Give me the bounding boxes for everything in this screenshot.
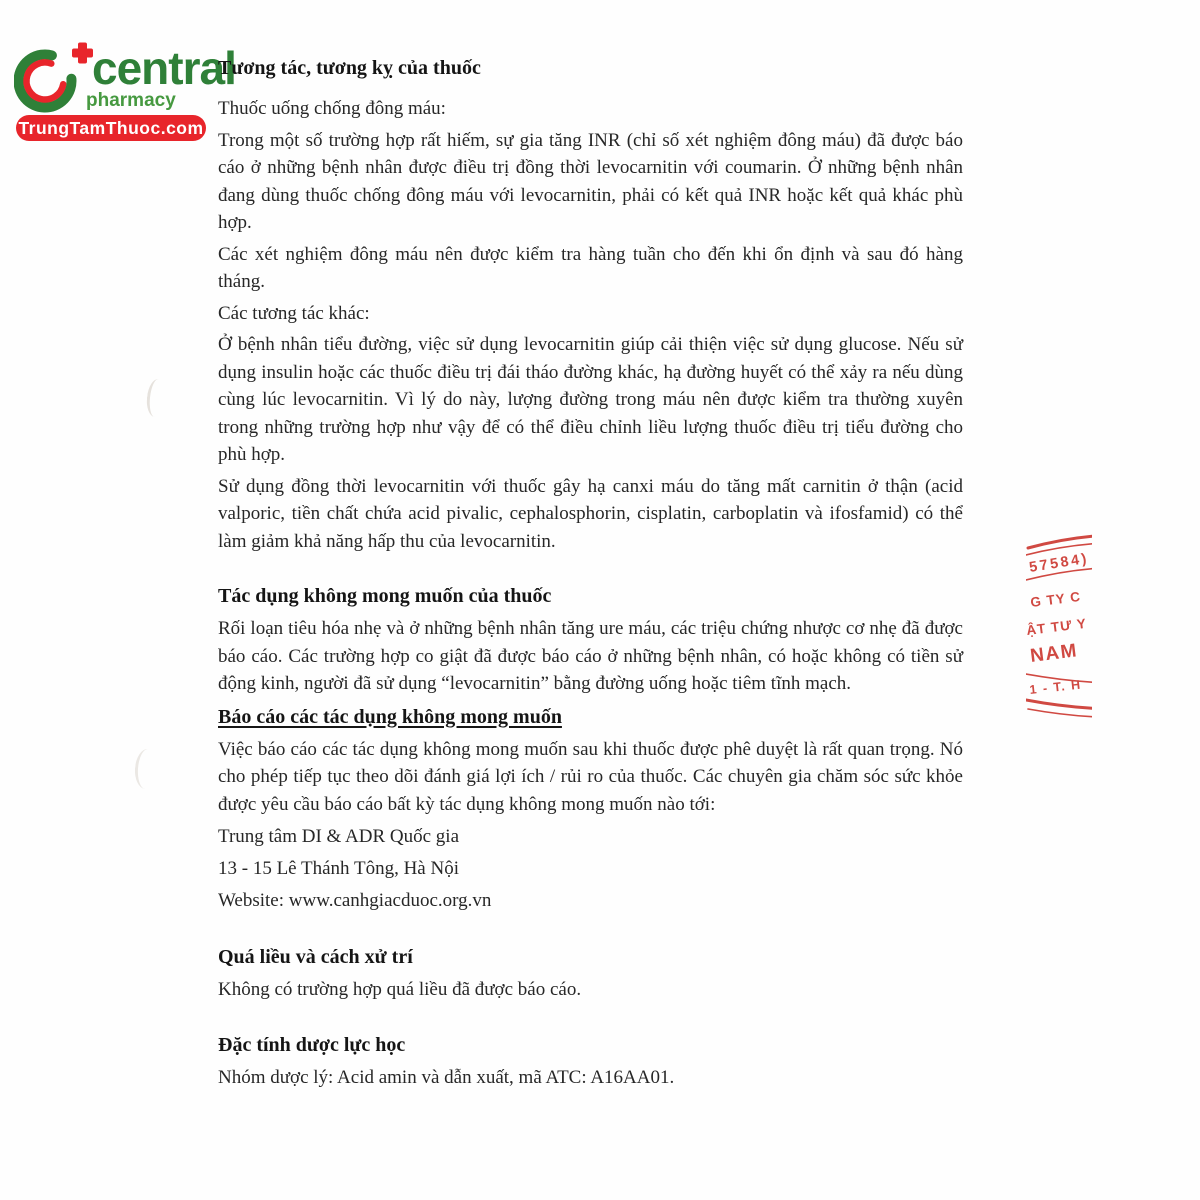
paragraph-coagulation-tests: Các xét nghiệm đông máu nên được kiểm tra hàng tuần cho đến khi ổn định và sau đó hàng tháng. bbox=[218, 243, 963, 292]
paragraph-diabetes: Ở bệnh nhân tiểu đường, việc sử dụng levocarnitin giúp cải thiện việc sử dụng glucose. Nếu sử dụng insulin hoặc các thuốc điều trị đái tháo đường khác, hạ đường huyết có thể xảy ra nếu dùng cùng lúc levocarnitin. Vì lý do này, lượng đường trong máu nên được kiểm tra thường xuyên trong những trường hợp như vậy để có thể điều chỉnh liều lượng thuốc điều trị tiểu đường cho phù hợp. bbox=[218, 334, 963, 465]
leaflet-text-column bbox=[218, 53, 963, 1095]
stamp-company-line2: ẬT TƯ Y bbox=[1026, 615, 1088, 638]
logo-site-pill: TrungTamThuoc.com bbox=[16, 115, 206, 141]
paragraph-other-interactions-label: Các tương tác khác: bbox=[218, 302, 370, 324]
paragraph-overdose: Không có trường hợp quá liều đã được báo cáo. bbox=[218, 979, 582, 1000]
address-website: Website: www.canhgiacduoc.org.vn bbox=[218, 890, 492, 911]
stamp-number-text: 57584) bbox=[1028, 550, 1091, 576]
paragraph-atc-code: Nhóm dược lý: Acid amin và dẫn xuất, mã ATC: A16AA01. bbox=[218, 1066, 675, 1088]
logo-brand-text: central bbox=[92, 42, 236, 94]
heading-pharmacodynamics: Đặc tính dược lực học bbox=[218, 1033, 406, 1056]
logo-brand-subtext: pharmacy bbox=[86, 90, 176, 111]
paragraph-hypocalcemia: Sử dụng đồng thời levocarnitin với thuốc gây hạ canxi máu do tăng mất carnitin ở thận (acid valporic, tiền chất chứa acid pivalic, cephalosphorin, cisplatin, carboplatin và ifosfamid) có thể làm giảm khả năng hấp thu của levocarnitin. bbox=[218, 475, 963, 552]
stamp-outer-arc-bottom bbox=[1026, 700, 1092, 709]
scan-artifact-mark bbox=[134, 748, 160, 790]
paragraph-anticoagulant-label: Thuốc uống chống đông máu: bbox=[218, 98, 446, 119]
paragraph-adverse-effects: Rối loạn tiêu hóa nhẹ và ở những bệnh nhân tăng ure máu, các triệu chứng nhược cơ nhẹ đã được báo cáo. Các trường hợp co giật đã được báo cáo ở những bệnh nhân, có hoặc không có tiền sử động kinh, người đã sử dụng “levocarnitin” bằng đường uống hoặc tiêm tĩnh mạch. bbox=[218, 618, 963, 694]
address-street: 13 - 15 Lê Thánh Tông, Hà Nội bbox=[218, 858, 459, 879]
heading-adverse-effects: Tác dụng không mong muốn của thuốc bbox=[218, 585, 552, 607]
red-company-stamp bbox=[1026, 534, 1092, 726]
heading-interactions: Tương tác, tương kỵ của thuốc bbox=[218, 57, 481, 79]
stamp-outer-arc-bottom-2 bbox=[1028, 709, 1092, 718]
stamp-outer-arc-top bbox=[1028, 535, 1092, 548]
stamp-company-line1: G TY C bbox=[1029, 588, 1082, 610]
stamp-company-line3: NAM bbox=[1029, 640, 1080, 667]
heading-report-adverse-effects: Báo cáo các tác dụng không mong muốn bbox=[218, 705, 562, 728]
paragraph-inr: Trong một số trường hợp rất hiếm, sự gia tăng INR (chỉ số xét nghiệm đông máu) đã được báo cáo ở những bệnh nhân được điều trị đồng thời levocarnitin với coumarin. Ở những bệnh nhân đang dùng thuốc chống đông máu với levocarnitin, phải có kết quả INR hoặc kết quả khác phù hợp. bbox=[218, 129, 963, 233]
stamp-city-text: 1 - T. H bbox=[1028, 677, 1083, 697]
heading-overdose: Quá liều và cách xử trí bbox=[218, 946, 413, 968]
paragraph-reporting: Việc báo cáo các tác dụng không mong muốn sau khi thuốc được phê duyệt là rất quan trọng. Nó cho phép tiếp tục theo dõi đánh giá lợi ích / rủi ro của thuốc. Các chuyên gia chăm sóc sức khỏe được yêu cầu báo cáo bất kỳ tác dụng không mong muốn nào tới: bbox=[218, 738, 963, 815]
scan-artifact-mark bbox=[145, 378, 168, 418]
address-di-adr-center: Trung tâm DI & ADR Quốc gia bbox=[218, 826, 460, 847]
central-pharmacy-logo bbox=[14, 30, 236, 150]
